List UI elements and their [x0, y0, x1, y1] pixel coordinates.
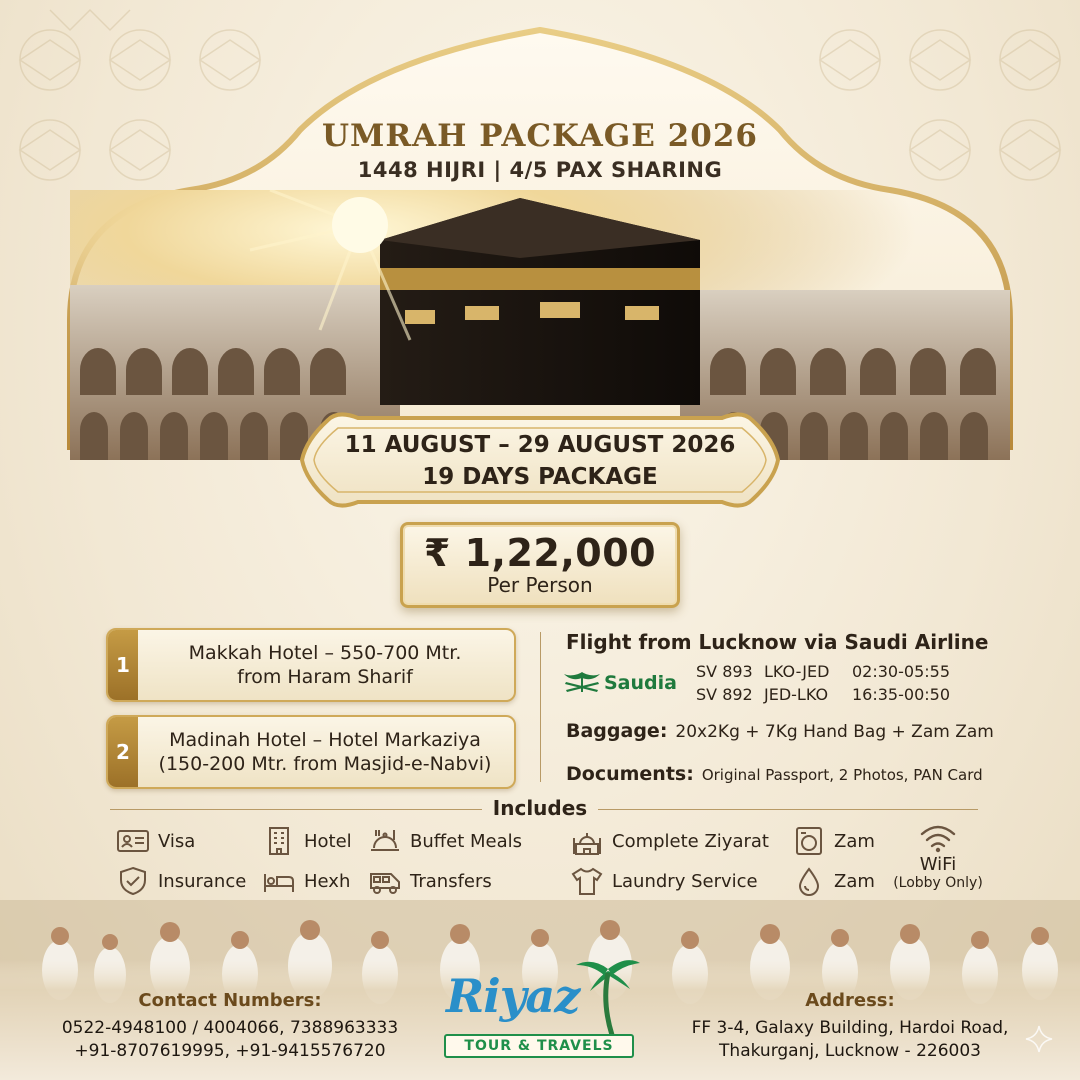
- bus-icon: [368, 866, 402, 896]
- hotel-number: 1: [108, 630, 138, 700]
- include-hotel: [262, 826, 352, 856]
- wifi-icon: [918, 822, 958, 854]
- include-laundry: [570, 866, 758, 896]
- include-wifi: [888, 822, 988, 891]
- hotel-number: 2: [108, 717, 138, 787]
- include-label: Zam: [834, 830, 875, 852]
- wifi-note: (Lobby Only): [893, 875, 983, 891]
- tshirt-icon: [570, 866, 604, 896]
- include-zam-water: [792, 866, 875, 896]
- include-hexh: [262, 866, 350, 896]
- price-box: [400, 522, 680, 608]
- baggage-value: 20x2Kg + 7Kg Hand Bag + Zam Zam: [675, 722, 994, 742]
- wifi-label: WiFi: [919, 854, 957, 875]
- include-insurance: [116, 866, 246, 896]
- hotel-card-madinah: [106, 715, 516, 789]
- baggage-info: [566, 720, 994, 742]
- saudia-logo: [562, 666, 692, 700]
- include-zam: [792, 826, 875, 856]
- brand-name: Riyaz: [446, 969, 580, 1023]
- id-card-icon: [116, 826, 150, 856]
- hotel-card-makkah: [106, 628, 516, 702]
- water-drop-icon: [792, 866, 826, 896]
- include-transfers: [368, 866, 492, 896]
- package-subtitle: 1448 HIJRI | 4/5 PAX SHARING: [357, 158, 723, 182]
- documents-info: [566, 763, 983, 785]
- washing-machine-icon: [792, 826, 826, 856]
- address-title: Address:: [805, 990, 895, 1011]
- building-icon: [262, 826, 296, 856]
- flight-time: 16:35-00:50: [852, 685, 950, 704]
- contact-phone-line[interactable]: 0522-4948100 / 4004066, 7388963333: [61, 1018, 399, 1038]
- include-label: Transfers: [410, 870, 492, 892]
- palm-swords-icon: [562, 668, 602, 696]
- mosque-icon: [570, 826, 604, 856]
- divider: [540, 632, 541, 782]
- include-ziyarat: [570, 826, 769, 856]
- package-duration: 19 DAYS PACKAGE: [422, 464, 658, 490]
- price-amount: ₹ 1,22,000: [423, 531, 657, 575]
- include-visa: [116, 826, 195, 856]
- include-label: Complete Ziyarat: [612, 830, 769, 852]
- contact-title: Contact Numbers:: [138, 990, 322, 1011]
- brand-tagline: TOUR & TRAVELS: [444, 1034, 634, 1058]
- include-label: Hexh: [304, 870, 351, 892]
- hotel-line: (150-200 Mtr. from Masjid-e-Nabvi): [158, 753, 492, 775]
- includes-title: Includes: [492, 796, 588, 820]
- flight-title: Flight from Lucknow via Saudi Airline: [566, 630, 989, 654]
- flight-row: [696, 662, 950, 681]
- contact-phone-line[interactable]: +91-8707619995, +91-9415576720: [74, 1041, 386, 1061]
- ornate-frame: [298, 410, 782, 510]
- include-label: Visa: [158, 830, 196, 852]
- documents-value: Original Passport, 2 Photos, PAN Card: [701, 766, 983, 784]
- flight-number: SV 892: [696, 685, 753, 704]
- bed-icon: [262, 866, 296, 896]
- include-label: Hotel: [304, 830, 352, 852]
- riyaz-logo: [440, 955, 640, 1065]
- date-range: 11 AUGUST – 29 AUGUST 2026: [344, 432, 736, 458]
- address-line: Thakurganj, Lucknow - 226003: [719, 1041, 981, 1061]
- flight-time: 02:30-05:55: [852, 662, 950, 681]
- include-label: Buffet Meals: [410, 830, 523, 852]
- flight-route: JED-LKO: [764, 685, 829, 704]
- package-title: UMRAH PACKAGE 2026: [322, 118, 758, 154]
- documents-label: Documents:: [566, 763, 694, 785]
- palm-tree-icon: [572, 955, 642, 1035]
- price-unit: Per Person: [487, 573, 593, 597]
- include-label: Laundry Service: [612, 870, 758, 892]
- hotel-line: Makkah Hotel – 550-700 Mtr.: [188, 642, 462, 664]
- flight-row: [696, 685, 950, 704]
- shield-check-icon: [116, 866, 150, 896]
- hotel-line: Madinah Hotel – Hotel Markaziya: [169, 729, 481, 751]
- saudia-wordmark: Saudia: [604, 672, 677, 694]
- date-plaque: [298, 410, 782, 510]
- food-cloche-icon: [368, 826, 402, 856]
- include-buffet-meals: [368, 826, 522, 856]
- include-label: Zam: [834, 870, 875, 892]
- baggage-label: Baggage:: [566, 720, 668, 742]
- include-label: Insurance: [158, 870, 247, 892]
- hotel-line: from Haram Sharif: [237, 666, 413, 688]
- sparkle-icon: [1024, 1024, 1054, 1054]
- flight-number: SV 893: [696, 662, 753, 681]
- flight-route: LKO-JED: [764, 662, 830, 681]
- divider: [110, 809, 482, 810]
- address-line: FF 3-4, Galaxy Building, Hardoi Road,: [691, 1018, 1009, 1038]
- divider: [598, 809, 978, 810]
